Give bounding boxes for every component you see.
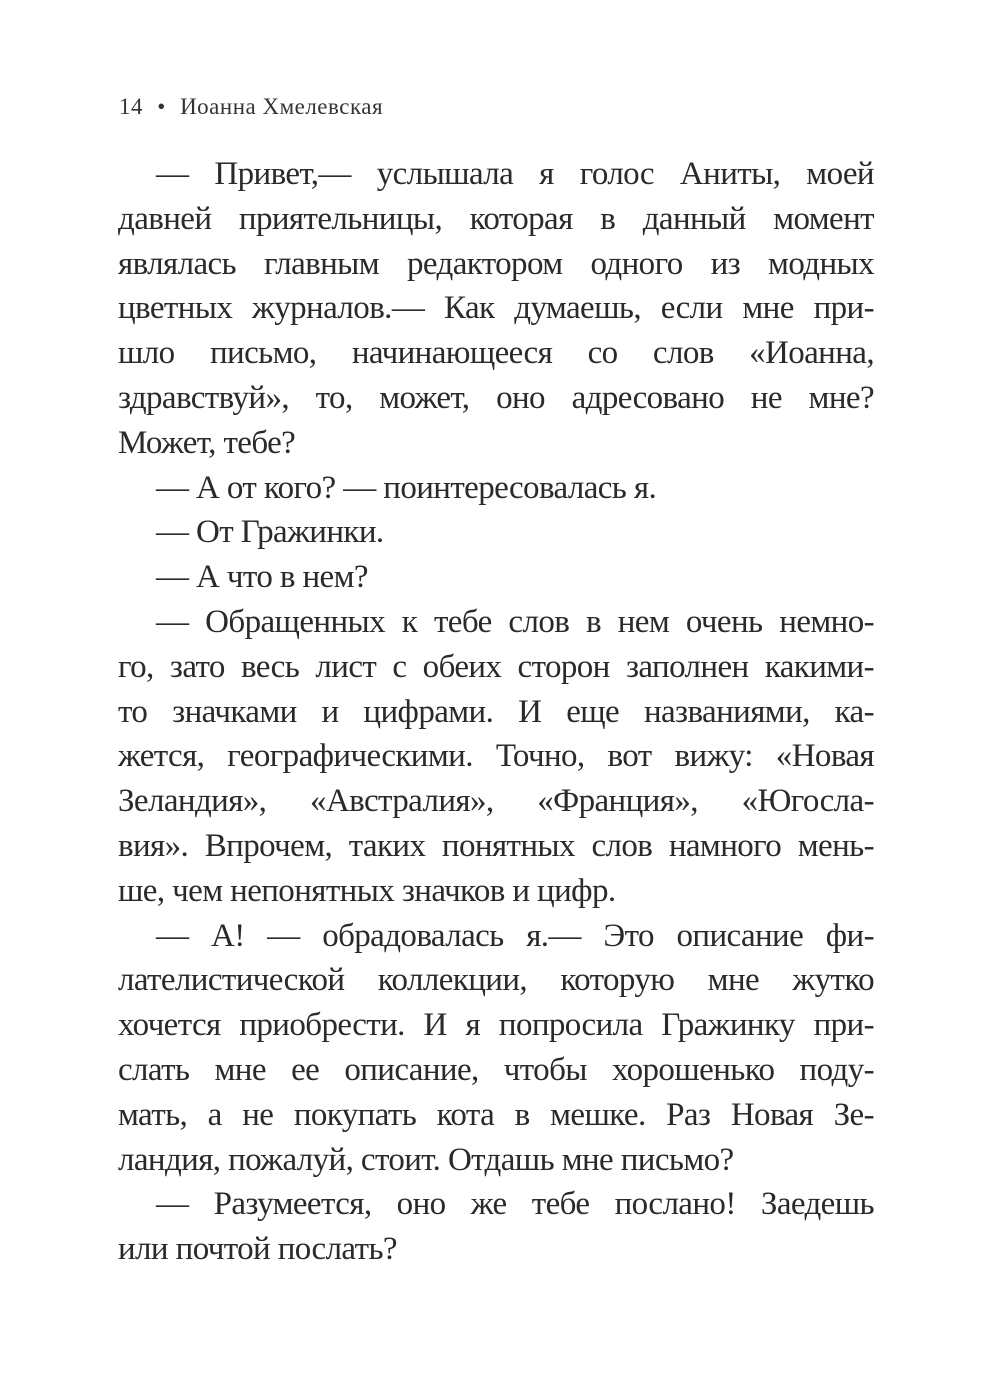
text-line: — А! — обрадовалась я.— Это описание фи- xyxy=(156,917,874,954)
text-line: слать мне ее описание, чтобы хорошенько поду- xyxy=(118,1051,874,1088)
author-name: Иоанна Хмелевская xyxy=(180,94,384,119)
running-header xyxy=(119,94,383,120)
text-line: Зеландия», «Австралия», «Франция», «Югосла- xyxy=(118,783,874,820)
text-line: Может, тебе? xyxy=(118,424,296,461)
text-line: — Обращенных к тебе слов в нем очень немно- xyxy=(156,603,874,640)
text-line: или почтой послать? xyxy=(118,1231,397,1268)
text-line: — А от кого? — поинтересовалась я. xyxy=(156,469,657,506)
text-line: — Разумеется, оно же тебе послано! Заедешь xyxy=(156,1186,874,1223)
text-line: мать, а не покупать кота в мешке. Раз Новая Зе- xyxy=(118,1096,874,1133)
text-line: — От Гражинки. xyxy=(156,514,384,551)
text-line: ландия, пожалуй, стоит. Отдашь мне письмо? xyxy=(118,1141,734,1178)
text-line: здравствуй», то, может, оно адресовано не мне? xyxy=(118,379,874,416)
text-line: лателистической коллекции, которую мне жутко xyxy=(118,962,874,999)
text-line: шло письмо, начинающееся со слов «Иоанна, xyxy=(118,335,874,372)
page-number: 14 xyxy=(119,94,143,119)
text-line: являлась главным редактором одного из модных xyxy=(118,245,874,282)
text-line: давней приятельницы, которая в данный момент xyxy=(118,200,874,237)
text-line: — Привет,— услышала я голос Аниты, моей xyxy=(156,156,874,192)
text-line: жется, географическими. Точно, вот вижу: «Новая xyxy=(118,738,874,775)
text-line: го, зато весь лист с обеих сторон заполнен какими- xyxy=(118,648,874,685)
text-line: то значками и цифрами. И еще названиями, ка- xyxy=(118,693,874,730)
text-line: вия». Впрочем, таких понятных слов намного мень- xyxy=(118,827,874,864)
text-line: ше, чем непонятных значков и цифр. xyxy=(118,872,616,909)
body-text xyxy=(118,152,874,1272)
header-separator: • xyxy=(157,94,166,119)
text-line: — А что в нем? xyxy=(156,559,368,596)
text-line: хочется приобрести. И я попросила Гражинку при- xyxy=(118,1007,874,1044)
text-line: цветных журналов.— Как думаешь, если мне при- xyxy=(118,290,874,327)
